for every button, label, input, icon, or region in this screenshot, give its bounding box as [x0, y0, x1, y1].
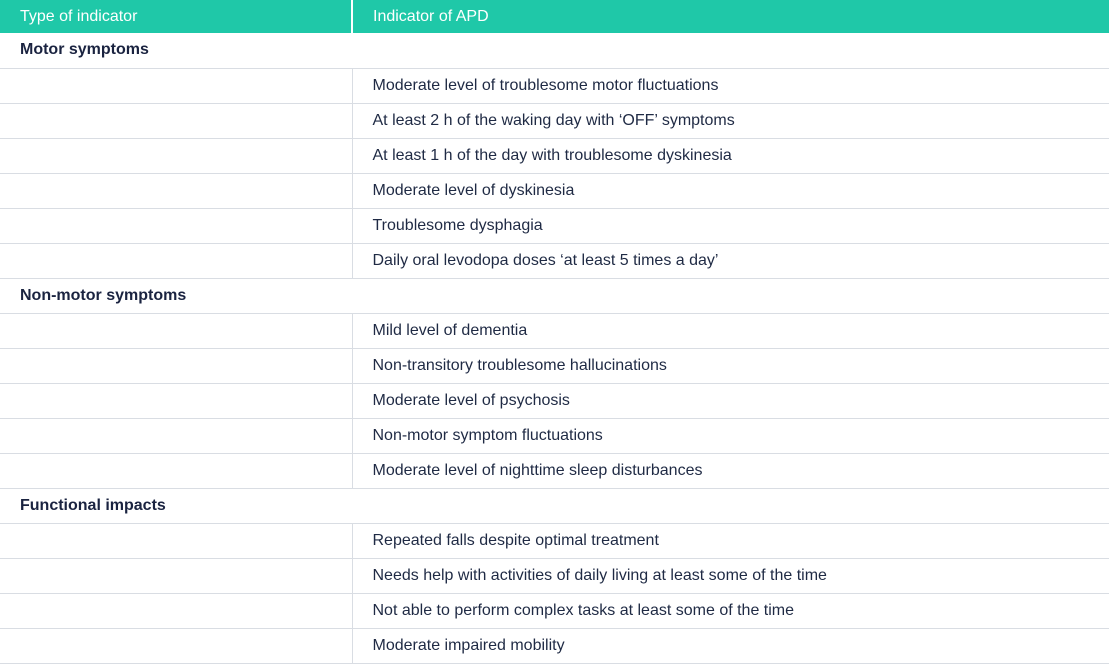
indicator-cell: Moderate level of psychosis — [352, 383, 1109, 418]
section-row-non-motor — [0, 278, 1109, 313]
table-row — [0, 208, 1109, 243]
section-title: Functional impacts — [0, 488, 1109, 523]
indicator-cell: Needs help with activities of daily living at least some of the time — [352, 558, 1109, 593]
table-row — [0, 68, 1109, 103]
indicator-cell: Moderate impaired mobility — [352, 628, 1109, 663]
table-row — [0, 418, 1109, 453]
table-header-row — [0, 0, 1109, 33]
table-row — [0, 243, 1109, 278]
table-row — [0, 593, 1109, 628]
indicator-cell: Troublesome dysphagia — [352, 208, 1109, 243]
type-cell — [0, 593, 352, 628]
indicator-cell: Repeated falls despite optimal treatment — [352, 523, 1109, 558]
header-type-of-indicator: Type of indicator — [0, 0, 352, 33]
type-cell — [0, 103, 352, 138]
table-row — [0, 103, 1109, 138]
table-row — [0, 628, 1109, 663]
type-cell — [0, 453, 352, 488]
table-row — [0, 523, 1109, 558]
section-row-motor — [0, 33, 1109, 68]
indicator-cell: Moderate level of dyskinesia — [352, 173, 1109, 208]
type-cell — [0, 558, 352, 593]
indicator-cell: Non-motor symptom fluctuations — [352, 418, 1109, 453]
table-row — [0, 453, 1109, 488]
section-title: Non-motor symptoms — [0, 278, 1109, 313]
table-row — [0, 383, 1109, 418]
indicator-cell: Not able to perform complex tasks at least some of the time — [352, 593, 1109, 628]
indicator-cell: Non-transitory troublesome hallucinations — [352, 348, 1109, 383]
table-row — [0, 558, 1109, 593]
table-row — [0, 313, 1109, 348]
type-cell — [0, 243, 352, 278]
type-cell — [0, 68, 352, 103]
section-title: Motor symptoms — [0, 33, 1109, 68]
table-row — [0, 173, 1109, 208]
indicator-cell: Mild level of dementia — [352, 313, 1109, 348]
indicator-cell: Moderate level of troublesome motor fluctuations — [352, 68, 1109, 103]
table-row — [0, 138, 1109, 173]
type-cell — [0, 628, 352, 663]
type-cell — [0, 138, 352, 173]
indicator-cell: At least 2 h of the waking day with ‘OFF’ symptoms — [352, 103, 1109, 138]
indicator-cell: Moderate level of nighttime sleep disturbances — [352, 453, 1109, 488]
type-cell — [0, 383, 352, 418]
type-cell — [0, 208, 352, 243]
type-cell — [0, 523, 352, 558]
type-cell — [0, 348, 352, 383]
type-cell — [0, 313, 352, 348]
header-indicator-of-apd: Indicator of APD — [352, 0, 1109, 33]
type-cell — [0, 173, 352, 208]
section-row-functional — [0, 488, 1109, 523]
indicator-cell: At least 1 h of the day with troublesome dyskinesia — [352, 138, 1109, 173]
table-row — [0, 348, 1109, 383]
type-cell — [0, 418, 352, 453]
indicator-cell: Daily oral levodopa doses ‘at least 5 times a day’ — [352, 243, 1109, 278]
